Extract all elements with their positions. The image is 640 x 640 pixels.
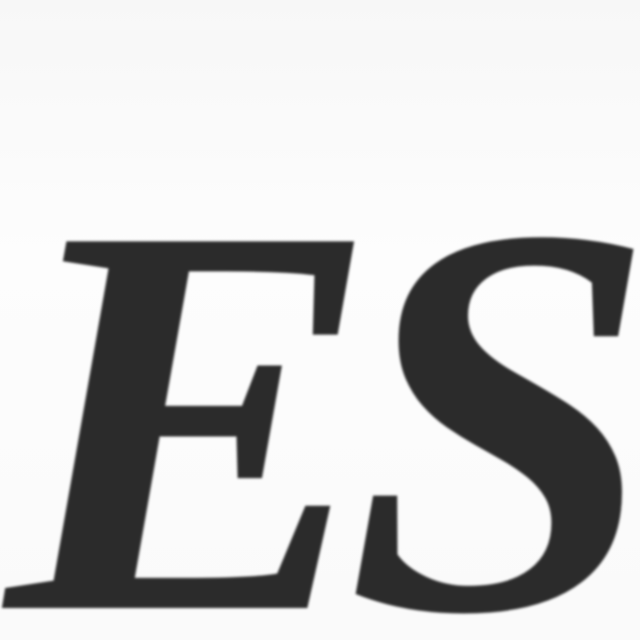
logo-text: ES <box>6 110 623 640</box>
